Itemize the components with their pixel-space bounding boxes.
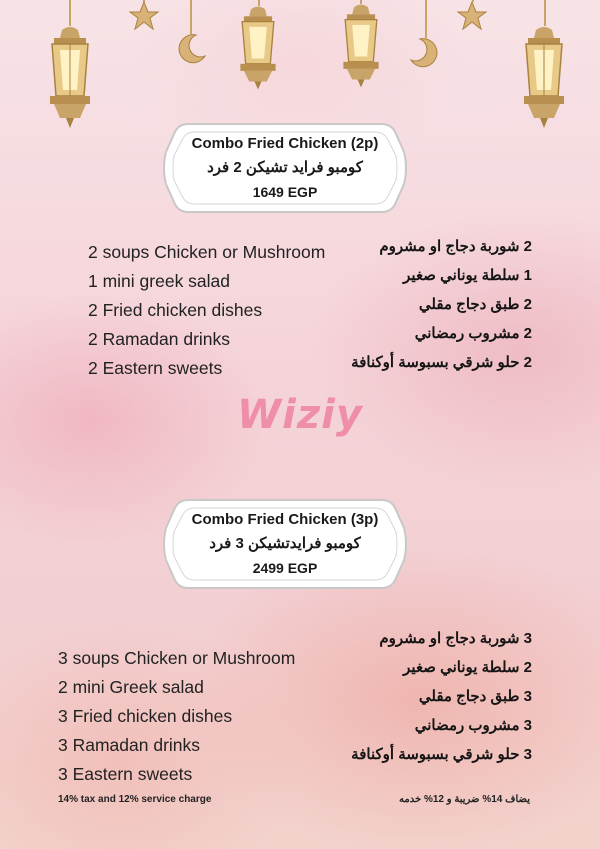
list-item: 2 مشروب رمضاني	[414, 325, 532, 342]
list-item: 1 سلطة يوناني صغير	[403, 267, 532, 284]
hanging-string	[544, 0, 546, 26]
combo-title-ar: كومبو فرايدتشيكن 3 فرد	[209, 535, 361, 552]
list-item: 1 mini greek salad	[88, 271, 231, 291]
items-list-ar-3p	[351, 624, 532, 769]
combo-title-plaque-3p	[160, 492, 410, 596]
list-item: 3 طبق دجاج مقلي	[418, 688, 532, 705]
items-list-en-3p	[58, 644, 295, 789]
list-item: 2 طبق دجاج مقلي	[418, 296, 532, 313]
combo-title-en: Combo Fried Chicken (3p)	[191, 511, 379, 528]
star-icon	[456, 0, 488, 32]
list-item: 3 شوربة دجاج او مشروم	[379, 630, 532, 647]
combo-title-ar: كومبو فرايد تشيكن 2 فرد	[207, 159, 363, 176]
list-item: 3 مشروب رمضاني	[414, 717, 532, 734]
list-item: 2 soups Chicken or Mushroom	[88, 242, 326, 262]
items-list-en-2p	[88, 238, 325, 383]
lantern-icon	[230, 4, 286, 92]
crescent-moon-icon	[174, 32, 208, 66]
list-item: 2 Fried chicken dishes	[88, 300, 263, 320]
list-item: 3 soups Chicken or Mushroom	[58, 648, 296, 668]
hanging-string	[425, 0, 427, 38]
combo-title-plaque-2p	[160, 116, 410, 220]
list-item: 3 Eastern sweets	[58, 764, 193, 784]
list-item: 2 سلطة يوناني صغير	[403, 659, 532, 676]
list-item: 3 حلو شرقي بسبوسة أوكنافة	[351, 746, 532, 763]
hanging-string	[190, 0, 192, 34]
list-item: 3 Fried chicken dishes	[58, 706, 233, 726]
items-list-ar-2p	[351, 232, 532, 377]
list-item: 2 Eastern sweets	[88, 358, 223, 378]
lantern-icon	[514, 24, 574, 134]
hanging-string	[69, 0, 71, 26]
crescent-moon-icon	[408, 36, 442, 70]
list-item: 2 Ramadan drinks	[88, 329, 231, 349]
tax-note-ar: يضاف 14% ضريبة و 12% خدمه	[399, 794, 530, 805]
list-item: 3 Ramadan drinks	[58, 735, 201, 755]
star-icon	[128, 0, 160, 32]
list-item: 2 شوربة دجاج او مشروم	[379, 238, 532, 255]
combo-price: 1649 EGP	[252, 184, 318, 200]
combo-title-en: Combo Fried Chicken (2p)	[191, 135, 379, 152]
list-item: 2 mini Greek salad	[58, 677, 204, 697]
tax-note-en: 14% tax and 12% service charge	[58, 794, 212, 805]
combo-price: 2499 EGP	[252, 560, 318, 576]
lantern-icon	[333, 2, 389, 90]
list-item: 2 حلو شرقي بسبوسة أوكنافة	[351, 354, 532, 371]
brand-logo: Wiziy	[237, 392, 363, 438]
lantern-icon	[40, 24, 100, 134]
